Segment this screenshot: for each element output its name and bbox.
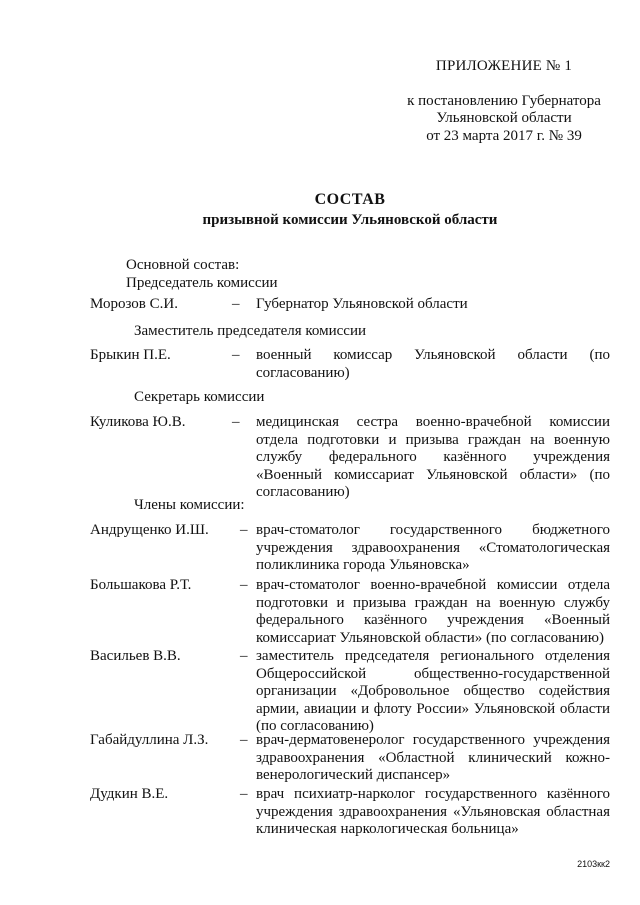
member-name: Габайдуллина Л.З. [90, 732, 209, 748]
member-name: Морозов С.И. [90, 296, 178, 312]
deputy-section-label: Заместитель председателя комиссии [134, 323, 367, 339]
member-name: Андрущенко И.Ш. [90, 522, 209, 538]
member-dash: – [240, 786, 248, 802]
member-position: медицинская сестра военно-врачебной комиссии отдела подготовки и призыва граждан на военную службу федерального казённого учреждения «Военный комиссариат Ульяновской области» (по согласованию) [256, 414, 610, 500]
appendix-block [398, 58, 610, 145]
main-composition-label: Основной состав: [126, 257, 240, 273]
member-name: Большакова Р.Т. [90, 577, 192, 593]
member-position: врач психиатр-нарколог государственного казённого учреждения здравоохранения «Ульяновская областная клиническая наркологическая больница» [256, 786, 610, 837]
member-name: Васильев В.В. [90, 648, 181, 664]
member-position: врач-стоматолог военно-врачебной комиссии отдела подготовки и призыва граждан на военную службу федерального казённого учреждения «Военный комиссариат Ульяновской области» (по согласованию) [256, 577, 610, 646]
appendix-line: от 23 марта 2017 г. № 39 [426, 127, 582, 144]
member-name: Куликова Ю.В. [90, 414, 186, 430]
secretary-section-label: Секретарь комиссии [134, 389, 265, 405]
member-position: врач-стоматолог государственного бюджетного учреждения здравоохранения «Стоматологическая поликлиника города Ульяновска» [256, 522, 610, 573]
member-dash: – [232, 347, 240, 363]
member-dash: – [240, 577, 248, 593]
document-heading [60, 191, 640, 229]
member-dash: – [232, 296, 240, 312]
member-position: заместитель председателя регионального отделения Общероссийской общественно-государственной организации «Добровольное общество содействия армии, авиации и флоту России» Ульяновской области (по согласованию) [256, 648, 610, 734]
members-section-label: Члены комиссии: [134, 497, 245, 513]
member-position: врач-дерматовенеролог государственного учреждения здравоохранения «Областной клинический кожно-венерологический диспансер» [256, 732, 610, 783]
document-subtitle: призывной комиссии Ульяновской области [202, 211, 498, 228]
intro-block [126, 257, 278, 292]
appendix-title: ПРИЛОЖЕНИЕ № 1 [435, 58, 573, 74]
member-position: военный комиссар Ульяновской области (по согласованию) [256, 347, 610, 381]
member-name: Брыкин П.Е. [90, 347, 171, 363]
member-position: Губернатор Ульяновской области [256, 296, 468, 312]
document-title: СОСТАВ [314, 191, 386, 208]
chair-section-label: Председатель комиссии [126, 274, 278, 291]
member-name: Дудкин В.Е. [90, 786, 169, 802]
member-dash: – [240, 648, 248, 664]
appendix-line: Ульяновской области [436, 110, 572, 126]
member-dash: – [240, 732, 248, 748]
appendix-line: к постановлению Губернатора [407, 92, 601, 109]
member-dash: – [232, 414, 240, 430]
document-code: 2103кк2 [577, 859, 610, 869]
member-dash: – [240, 522, 248, 538]
